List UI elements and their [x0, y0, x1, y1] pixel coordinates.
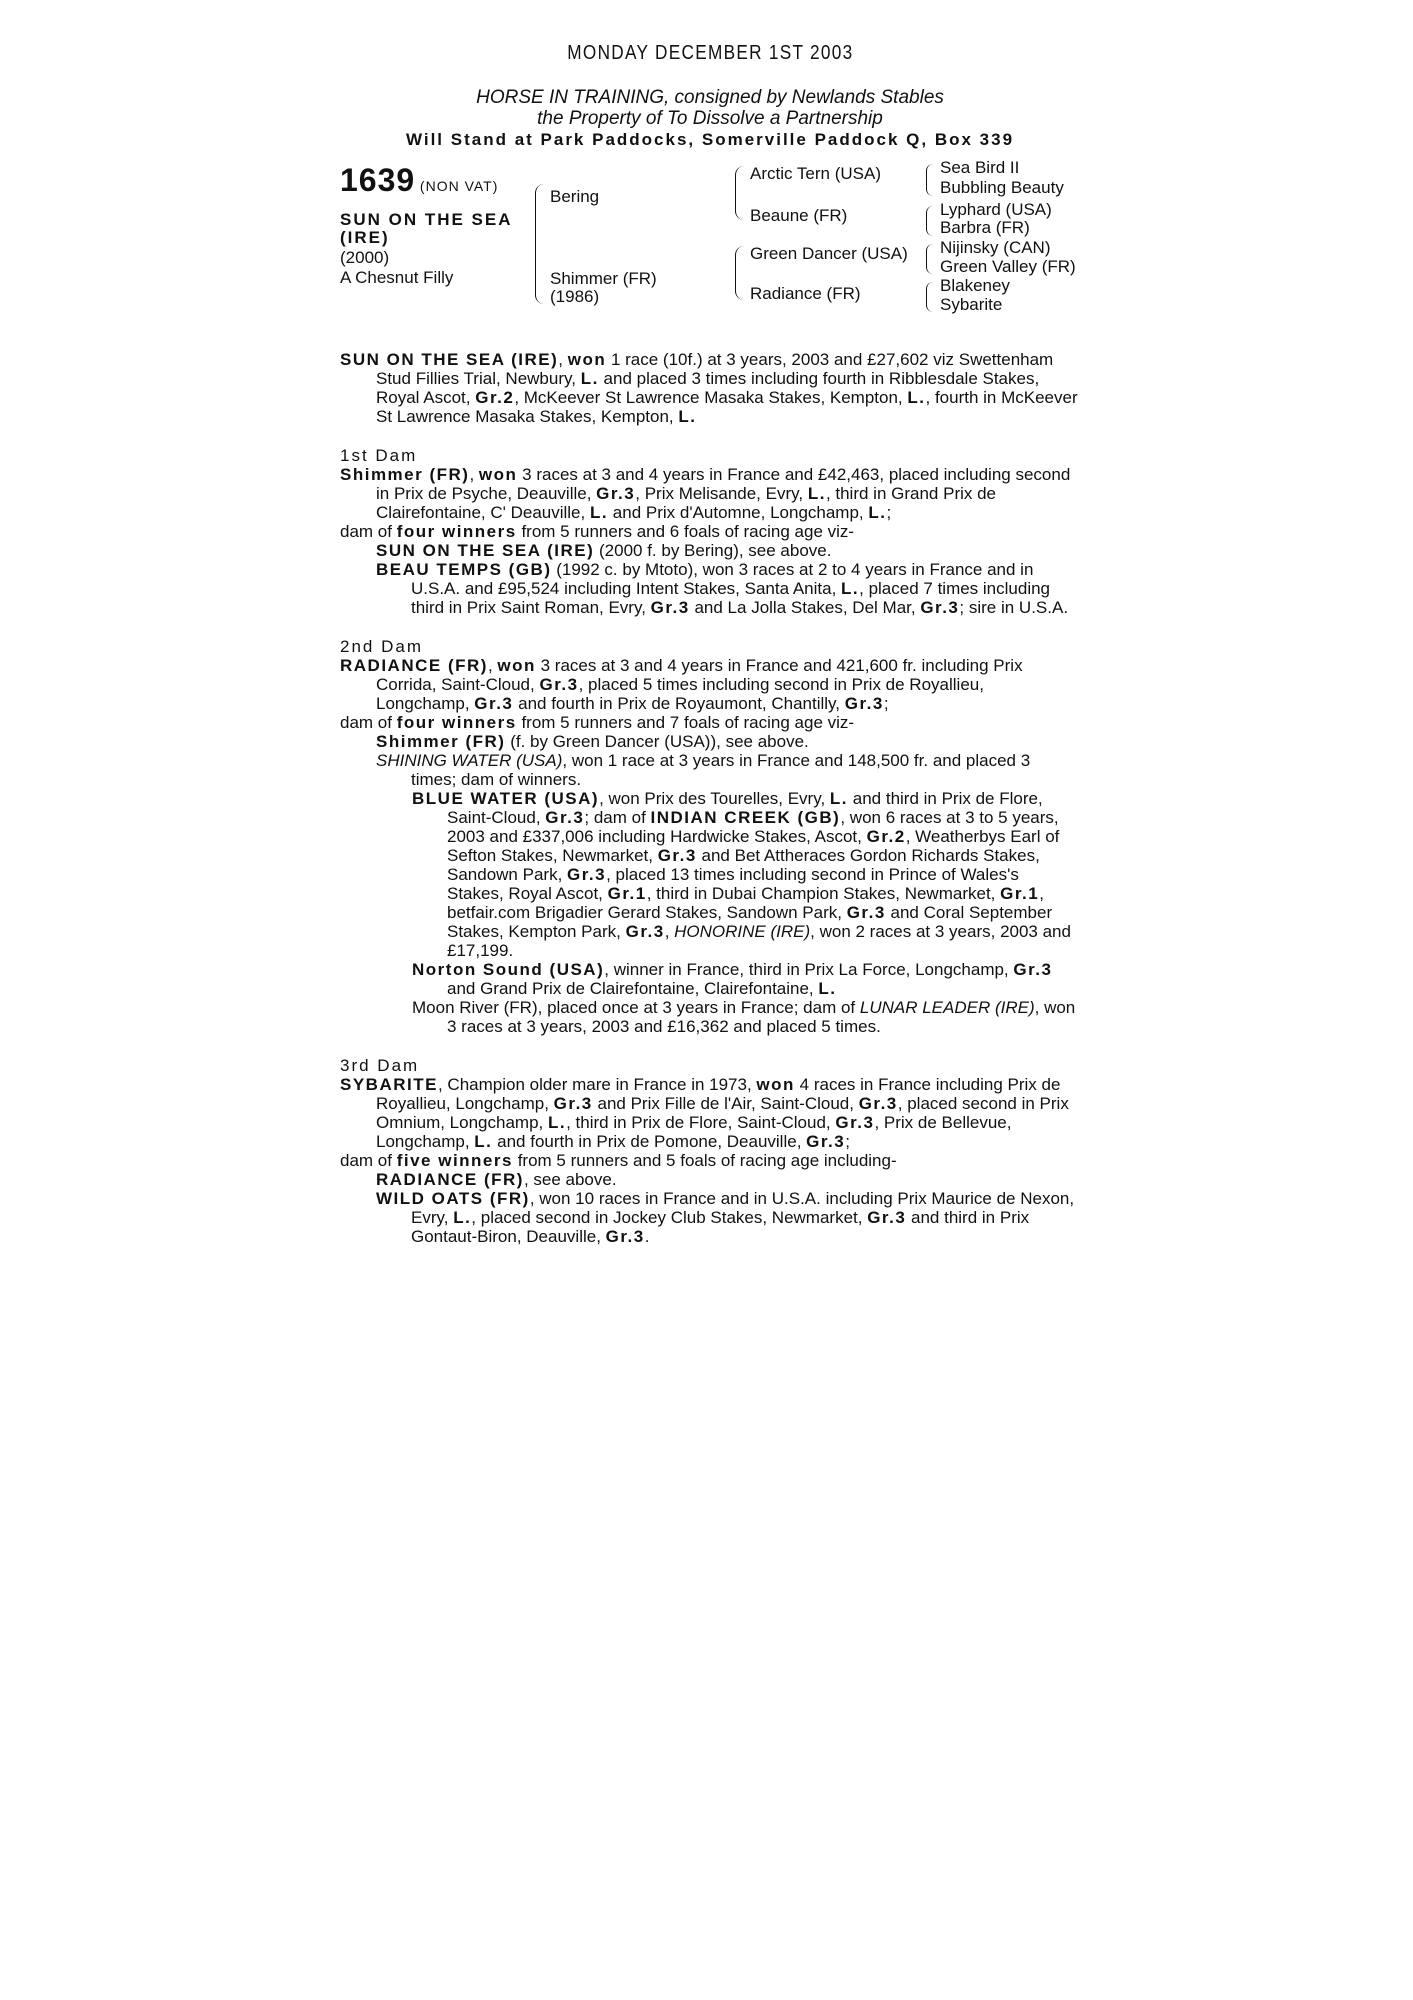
dam-name: Shimmer (FR) — [550, 269, 657, 288]
brace-ds — [926, 244, 933, 274]
second-dam-offspring-2: SHINING WATER (USA), won 1 race at 3 years in France and 148,500 fr. and placed 3 times; dam of winners. — [376, 751, 1031, 789]
third-dam-heading: 3rd Dam — [340, 1056, 420, 1075]
third-dam-paragraph: SYBARITE, Champion older mare in France in 1973, won 4 races in France including Prix de Royallieu, Longchamp, Gr.3 and Prix Fille de l'Air, Saint-Cloud, Gr.3, placed second in Prix Omnium, Longchamp, L., third in Prix de Flore, Saint-Cloud, Gr.3, Prix de Bellevue, Longchamp, L. and fourth in Prix de Pomone, Deauville, Gr.3; — [340, 1075, 1069, 1151]
foaling-year: (2000) — [340, 248, 390, 267]
dam-dam-dam: Sybarite — [940, 295, 1003, 314]
second-dam-paragraph: RADIANCE (FR), won 3 races at 3 and 4 years in France and 421,600 fr. including Prix Corrida, Saint-Cloud, Gr.3, placed 5 times including second in Prix de Royallieu, Longchamp, Gr.3 and fourth in Prix de Royaumont, Chantilly, Gr.3; — [340, 656, 1023, 713]
consignment-line-2: the Property of To Dissolve a Partnership — [537, 108, 883, 129]
stand-location: Will Stand at Park Paddocks, Somerville Paddock Q, Box 339 — [405, 130, 1015, 149]
first-dam-offspring-2: BEAU TEMPS (GB) (1992 c. by Mtoto), won 3 races at 2 to 4 years in France and in U.S.A. and £95,524 including Intent Stakes, Santa Anita, L., placed 7 times including third in Prix Saint Roman, Evry, Gr.3 and La Jolla Stakes, Del Mar, Gr.3; sire in U.S.A. — [376, 560, 1069, 617]
horse-summary — [340, 350, 1080, 426]
sale-date: MONDAY DECEMBER 1ST 2003 — [566, 42, 854, 64]
dam-dam-sire: Blakeney — [940, 276, 1010, 295]
sire-parents-brace — [735, 166, 744, 220]
sire-name: Bering — [550, 187, 600, 206]
sire-sire-sire: Sea Bird II — [940, 158, 1020, 177]
granddaughter-3: Moon River (FR), placed once at 3 years in France; dam of LUNAR LEADER (IRE), won 3 races at 3 years, 2003 and £16,362 and placed 5 times. — [412, 998, 1076, 1036]
granddaughter-1: BLUE WATER (USA), won Prix des Tourelles, Evry, L. and third in Prix de Flore, Saint-Cloud, Gr.3; dam of INDIAN CREEK (GB), won 6 races at 3 to 5 years, 2003 and £337,006 including Hardwicke Stakes, Ascot, Gr.2, Weatherbys Earl of Sefton Stakes, Newmarket, Gr.3 and Bet Attheraces Gordon Richards Stakes, Sandown Park, Gr.3, placed 13 times including second in Prince of Wales's Stakes, Royal Ascot, Gr.1, third in Dubai Champion Stakes, Newmarket, Gr.1, betfair.com Brigadier Gerard Stakes, Sandown Park, Gr.3 and Coral September Stakes, Kempton Park, Gr.3, HONORINE (IRE), won 2 races at 3 years, 2003 and £17,199. — [412, 789, 1071, 960]
pedigree-table — [340, 158, 1080, 332]
first-dam-produce-line: dam of four winners from 5 runners and 6 foals of racing age viz- — [340, 522, 855, 541]
second-dam-offspring-1: Shimmer (FR) (f. by Green Dancer (USA)), see above. — [376, 732, 809, 751]
sire-dam-dam: Barbra (FR) — [940, 218, 1030, 237]
second-dam-heading: 2nd Dam — [340, 637, 423, 656]
horse-name: SUN ON THE SEA — [340, 210, 513, 229]
third-dam-section — [340, 1056, 1080, 1246]
sire-sire-dam: Bubbling Beauty — [940, 178, 1064, 197]
dam-parents-brace — [735, 246, 744, 300]
dam-sire: Green Dancer (USA) — [750, 244, 908, 263]
third-dam-produce-line: dam of five winners from 5 runners and 5 foals of racing age including- — [340, 1151, 897, 1170]
first-dam-offspring-1: SUN ON THE SEA (IRE) (2000 f. by Bering), see above. — [376, 541, 832, 560]
second-dam-produce-line: dam of four winners from 5 runners and 7 foals of racing age viz- — [340, 713, 855, 732]
vat-status: (NON VAT) — [419, 178, 499, 194]
granddaughter-2: Norton Sound (USA), winner in France, third in Prix La Force, Longchamp, Gr.3 and Grand Prix de Clairefontaine, Clairefontaine, L. — [412, 960, 1053, 998]
dam-foaling-year: (1986) — [550, 287, 600, 306]
lot-number-row — [340, 162, 498, 199]
third-dam-offspring-1: RADIANCE (FR), see above. — [376, 1170, 617, 1189]
brace-ss — [926, 164, 933, 196]
dam-sire-dam: Green Valley (FR) — [940, 257, 1076, 276]
summary-paragraph: SUN ON THE SEA (IRE), won 1 race (10f.) at 3 years, 2003 and £27,602 viz Swettenham Stud Fillies Trial, Newbury, L. and placed 3 times including fourth in Ribblesdale Stakes, Royal Ascot, Gr.2, McKeever St Lawrence Masaka Stakes, Kempton, L., fourth in McKeever St Lawrence Masaka Stakes, Kempton, L. — [340, 350, 1078, 426]
third-dam-offspring-2: WILD OATS (FR), won 10 races in France and in U.S.A. including Prix Maurice de Nexon, Evry, L., placed second in Jockey Club Stakes, Newmarket, Gr.3 and third in Prix Gontaut-Biron, Deauville, Gr.3. — [376, 1189, 1075, 1246]
dam-dam: Radiance (FR) — [750, 284, 861, 303]
horse-description: A Chesnut Filly — [340, 268, 454, 287]
first-dam-heading: 1st Dam — [340, 446, 418, 465]
consignment-line-1: HORSE IN TRAINING, consigned by Newlands Stables — [476, 87, 944, 108]
horse-name-suffix: (IRE) — [340, 228, 390, 247]
second-dam-section — [340, 637, 1080, 1036]
catalogue-page — [340, 42, 1080, 1246]
first-dam-section — [340, 446, 1080, 617]
sire-dam-sire: Lyphard (USA) — [940, 200, 1052, 219]
sire-sire: Arctic Tern (USA) — [750, 164, 881, 183]
first-dam-paragraph: Shimmer (FR), won 3 races at 3 and 4 years in France and £42,463, placed including second in Prix de Psyche, Deauville, Gr.3, Prix Melisande, Evry, L., third in Grand Prix de Clairefontaine, C' Deauville, L. and Prix d'Automne, Longchamp, L.; — [340, 465, 1071, 522]
sire-dam-brace — [535, 184, 544, 304]
brace-sd — [926, 206, 933, 236]
brace-dd — [926, 282, 933, 312]
lot-number: 1639 — [340, 162, 416, 198]
dam-sire-sire: Nijinsky (CAN) — [940, 238, 1051, 257]
sire-dam: Beaune (FR) — [750, 206, 848, 225]
